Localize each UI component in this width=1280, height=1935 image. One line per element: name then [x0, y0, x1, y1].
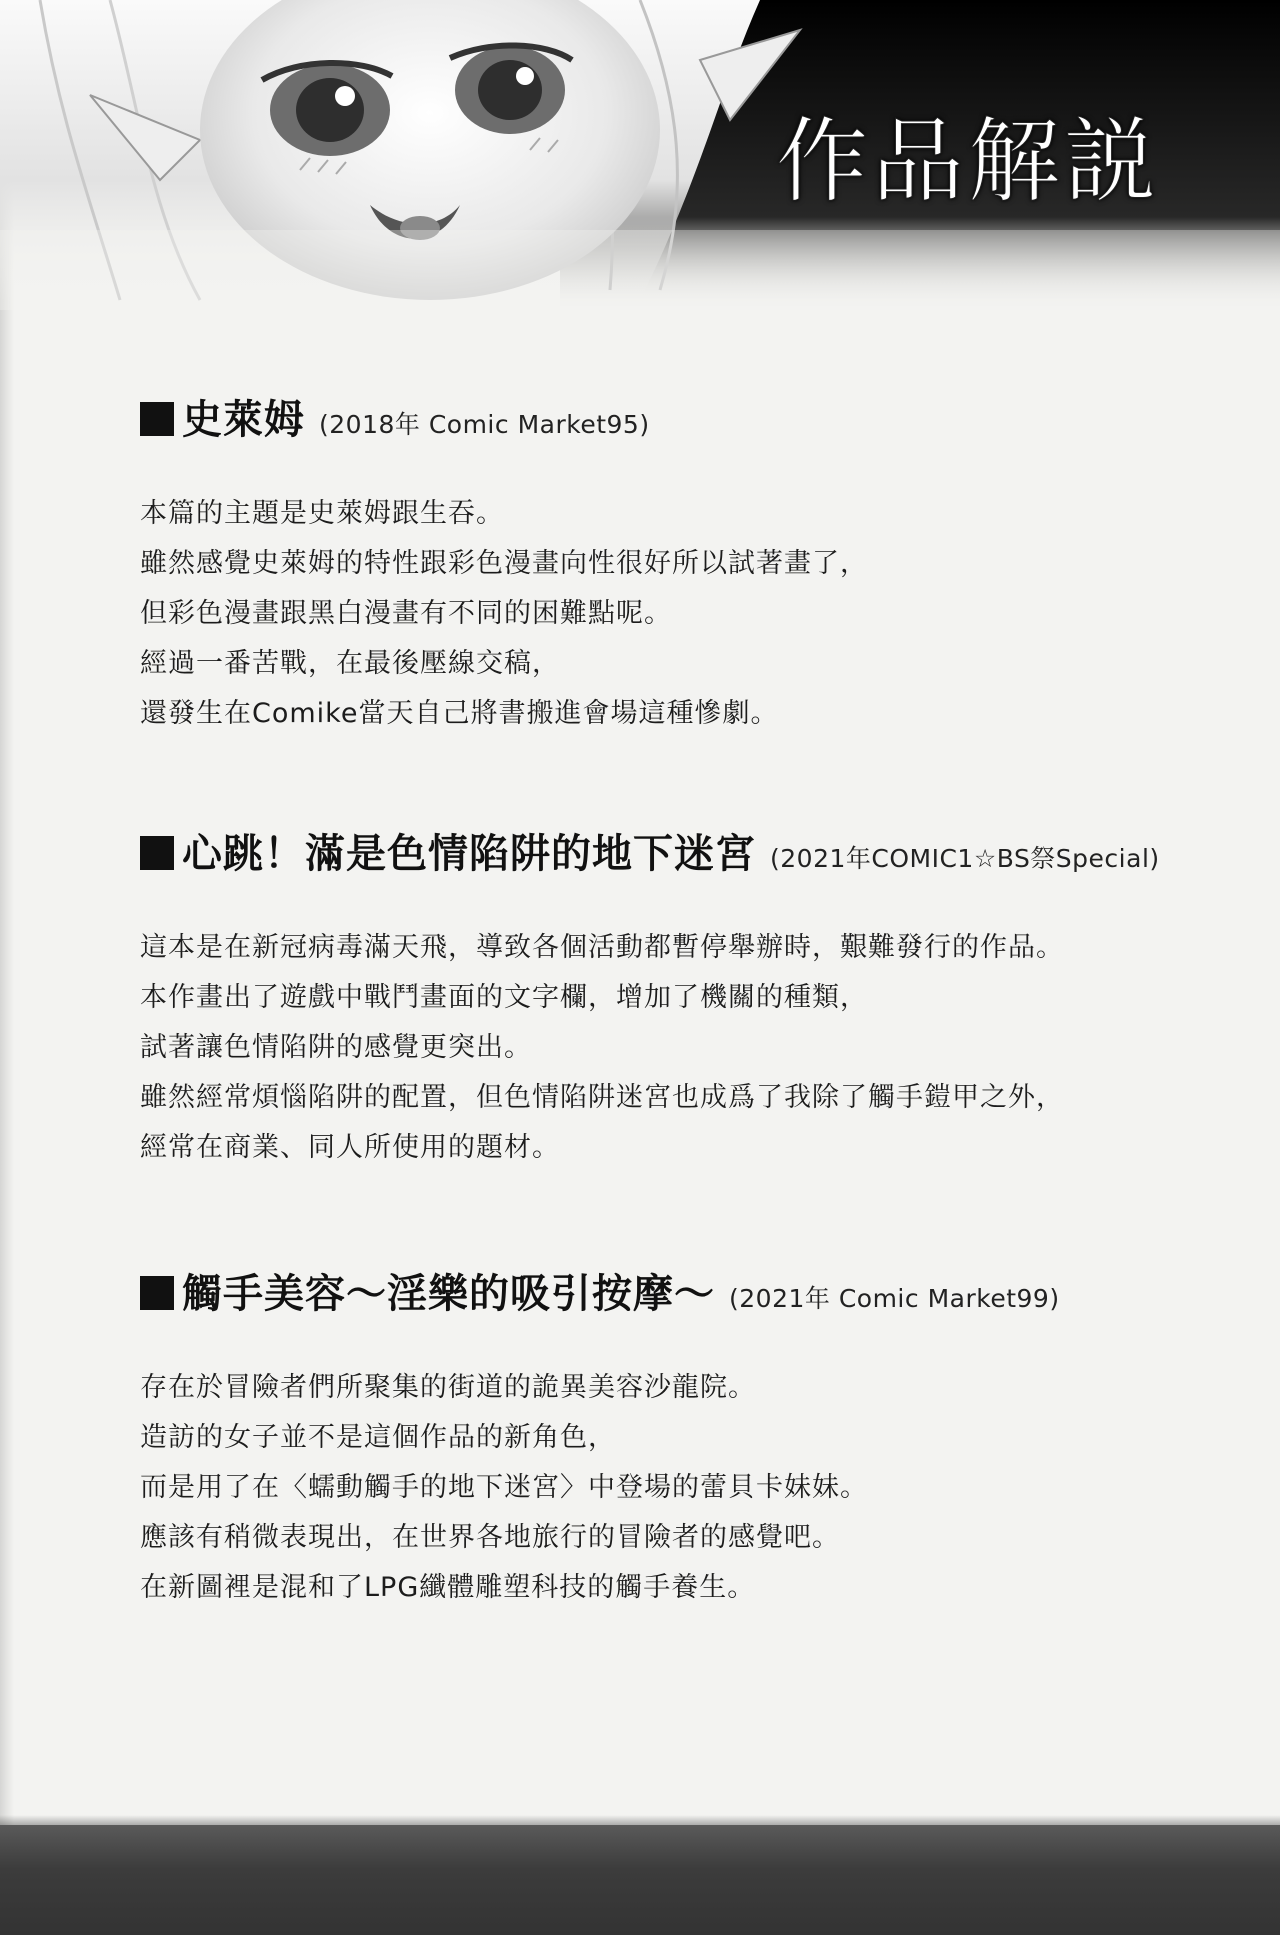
section-subtitle: (2018年 Comic Market95) [319, 410, 650, 439]
section-title: 觸手美容～淫樂的吸引按摩～ [182, 1271, 715, 1317]
page-title: 作品解説 [775, 108, 1160, 215]
body-line: 而是用了在〈蠕動觸手的地下迷宮〉中登場的蕾貝卡妹妹。 [140, 1472, 868, 1503]
header-banner [0, 0, 1280, 310]
body-line: 雖然感覺史萊姆的特性跟彩色漫畫向性很好所以試著畫了， [140, 548, 868, 579]
body-line: 這本是在新冠病毒滿天飛，導致各個活動都暫停舉辦時，艱難發行的作品。 [140, 932, 1064, 963]
body-line: 本作畫出了遊戲中戰鬥畫面的文字欄，增加了機關的種類， [140, 982, 868, 1013]
section-heading [140, 1262, 1250, 1319]
square-bullet-icon [140, 1276, 174, 1310]
section-heading [140, 388, 1250, 445]
section-subtitle: (2021年 Comic Market99) [729, 1284, 1060, 1313]
body-line: 還發生在Comike當天自己將書搬進會場這種慘劇。 [140, 698, 779, 729]
body-line: 造訪的女子並不是這個作品的新角色， [140, 1422, 616, 1453]
body-line: 本篇的主題是史萊姆跟生吞。 [140, 498, 504, 529]
section-title: 心跳！滿是色情陷阱的地下迷宮 [182, 831, 756, 877]
body-line: 試著讓色情陷阱的感覺更突出。 [140, 1032, 532, 1063]
body-line: 經常在商業、同人所使用的題材。 [140, 1132, 560, 1163]
section-title: 史萊姆 [182, 397, 305, 443]
body-line: 經過一番苦戰，在最後壓線交稿， [140, 648, 560, 679]
footer-band [0, 1825, 1280, 1935]
section-body [140, 489, 1250, 739]
section-heading [140, 822, 1250, 879]
body-line: 存在於冒險者們所聚集的街道的詭異美容沙龍院。 [140, 1372, 756, 1403]
section-3 [140, 1262, 1250, 1613]
section-subtitle: (2021年COMIC1☆BS祭Special) [770, 844, 1160, 873]
body-line: 在新圖裡是混和了LPG纖體雕塑科技的觸手養生。 [140, 1572, 756, 1603]
section-2 [140, 822, 1250, 1173]
body-line: 應該有稍微表現出，在世界各地旅行的冒險者的感覺吧。 [140, 1522, 840, 1553]
body-line: 但彩色漫畫跟黑白漫畫有不同的困難點呢。 [140, 598, 672, 629]
section-body [140, 923, 1250, 1173]
square-bullet-icon [140, 836, 174, 870]
section-1 [140, 388, 1250, 739]
body-line: 雖然經常煩惱陷阱的配置，但色情陷阱迷宮也成爲了我除了觸手鎧甲之外， [140, 1082, 1064, 1113]
square-bullet-icon [140, 402, 174, 436]
section-body [140, 1363, 1250, 1613]
